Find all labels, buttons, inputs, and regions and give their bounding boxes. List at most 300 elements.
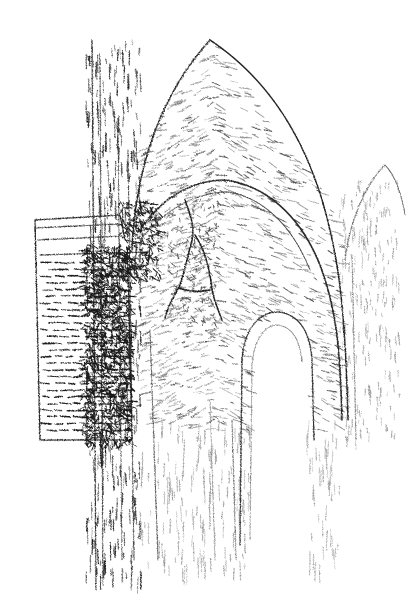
distant-stroke — [351, 292, 352, 302]
figure-shade-stroke — [215, 323, 217, 327]
masonry-stroke — [265, 127, 270, 130]
lower-wall-stroke — [245, 534, 246, 553]
shaft-stroke — [140, 74, 141, 92]
lower-wall-stroke — [178, 530, 179, 540]
masonry-stroke — [276, 309, 282, 310]
lower-wall-stroke — [334, 484, 335, 495]
springing-shade-stroke — [136, 217, 138, 219]
masonry-stroke — [212, 238, 215, 240]
masonry-stroke — [260, 195, 264, 196]
masonry-stroke — [262, 121, 268, 122]
distant-stroke — [369, 292, 370, 295]
masonry-stroke — [207, 372, 213, 373]
masonry-stroke — [256, 258, 263, 259]
dark-pier-stroke — [128, 379, 135, 380]
figure-shade-stroke — [176, 271, 177, 277]
distant-stroke — [363, 346, 364, 354]
shaft-stroke — [134, 150, 135, 161]
masonry-stroke — [216, 186, 220, 187]
masonry-stroke — [238, 178, 244, 180]
dark-pier-stroke — [124, 312, 127, 313]
masonry-stroke — [240, 88, 252, 90]
masonry-stroke — [152, 168, 159, 169]
shaft-stroke — [114, 109, 115, 121]
masonry-stroke — [168, 349, 171, 351]
masonry-stroke — [191, 350, 199, 351]
springing-shade-stroke — [155, 275, 156, 278]
shaft-stroke — [98, 550, 99, 564]
figure-shade-stroke — [196, 229, 201, 230]
distant-stroke — [380, 325, 381, 330]
masonry-stroke — [172, 373, 179, 375]
brick-stroke — [111, 363, 121, 364]
masonry-stroke — [228, 147, 234, 152]
masonry-stroke — [148, 312, 152, 313]
distant-stroke — [369, 338, 370, 344]
masonry-stroke — [259, 297, 262, 298]
dark-pier-stroke — [85, 349, 87, 353]
shaft-stroke — [98, 107, 99, 121]
distant-stroke — [348, 388, 349, 396]
figure-shade-stroke — [185, 245, 186, 247]
masonry-stroke — [204, 118, 212, 121]
masonry-stroke — [210, 333, 214, 334]
dark-pier-stroke — [88, 405, 91, 406]
masonry-stroke — [202, 226, 206, 227]
masonry-stroke — [256, 124, 259, 126]
figure-shade-stroke — [217, 201, 221, 206]
masonry-stroke — [160, 292, 164, 294]
figure-shade-stroke — [214, 263, 220, 264]
shaft-stroke — [137, 577, 138, 594]
masonry-stroke — [178, 418, 183, 419]
springing-shade-stroke — [143, 206, 148, 208]
lower-wall-stroke — [219, 485, 220, 502]
dark-pier-stroke — [116, 379, 118, 381]
dark-pier-stroke — [83, 285, 85, 286]
masonry-stroke — [168, 399, 176, 403]
distant-stroke — [399, 335, 400, 345]
masonry-stroke — [231, 146, 236, 149]
dark-pier-stroke — [79, 382, 84, 383]
springing-shade-stroke — [147, 238, 150, 240]
masonry-stroke — [151, 325, 156, 328]
masonry-stroke — [197, 254, 205, 260]
lower-wall-stroke — [244, 439, 245, 444]
masonry-stroke — [236, 300, 243, 303]
masonry-stroke — [228, 229, 238, 231]
masonry-stroke — [181, 229, 188, 232]
masonry-stroke — [297, 303, 304, 306]
masonry-stroke — [165, 143, 170, 145]
shaft-stroke — [124, 476, 125, 488]
masonry-stroke — [236, 92, 240, 94]
masonry-stroke — [168, 163, 172, 166]
masonry-stroke — [217, 273, 221, 275]
window-reveal — [250, 325, 302, 540]
masonry-stroke — [226, 74, 231, 76]
dark-pier-stroke — [89, 349, 90, 354]
brick-stroke — [49, 350, 57, 351]
brick-stroke — [125, 403, 131, 404]
masonry-stroke — [268, 182, 271, 184]
masonry-stroke — [194, 260, 205, 264]
masonry-stroke — [323, 418, 330, 422]
masonry-stroke — [229, 162, 239, 168]
masonry-stroke — [218, 122, 224, 125]
masonry-stroke — [305, 271, 314, 274]
masonry-stroke — [320, 301, 324, 304]
masonry-stroke — [224, 90, 231, 95]
distant-stroke — [387, 428, 388, 431]
shaft-stroke — [90, 88, 91, 94]
brick-stroke — [54, 396, 62, 397]
dark-pier-stroke — [100, 404, 101, 406]
brick-stroke — [56, 276, 64, 277]
masonry-stroke — [270, 147, 276, 149]
masonry-stroke — [165, 393, 174, 399]
distant-stroke — [356, 440, 357, 450]
masonry-stroke — [167, 107, 171, 110]
shaft-stroke — [125, 364, 126, 372]
distant-stroke — [371, 219, 372, 227]
masonry-stroke — [144, 306, 152, 308]
brick-stroke — [41, 423, 52, 424]
brick-stroke — [113, 283, 120, 284]
masonry-stroke — [225, 142, 231, 145]
masonry-stroke — [264, 224, 270, 226]
masonry-stroke — [228, 380, 240, 381]
dark-pier-stroke — [127, 387, 128, 391]
masonry-stroke — [293, 262, 301, 267]
masonry-stroke — [205, 253, 210, 254]
masonry-stroke — [312, 429, 317, 430]
masonry-stroke — [172, 338, 176, 341]
distant-stroke — [366, 324, 367, 333]
figure-shade-stroke — [201, 286, 202, 289]
masonry-stroke — [239, 219, 249, 220]
springing-shade-stroke — [159, 213, 162, 217]
dark-pier-stroke — [92, 379, 96, 380]
shaft-stroke — [96, 62, 97, 77]
masonry-stroke — [335, 424, 345, 430]
brick-stroke — [66, 289, 76, 290]
distant-stroke — [383, 292, 384, 298]
masonry-stroke — [215, 358, 223, 360]
masonry-stroke — [225, 313, 236, 316]
masonry-stroke — [235, 128, 242, 129]
masonry-stroke — [142, 317, 153, 320]
masonry-stroke — [193, 162, 201, 167]
distant-stroke — [381, 314, 382, 317]
shaft-stroke — [109, 69, 110, 79]
distant-stroke — [384, 303, 385, 307]
masonry-stroke — [215, 378, 220, 380]
lower-wall-stroke — [231, 467, 232, 475]
brick-stroke — [40, 383, 49, 384]
dark-pier-stroke — [94, 296, 100, 297]
masonry-stroke — [184, 365, 190, 366]
lower-wall-stroke — [202, 522, 203, 541]
masonry-stroke — [298, 269, 309, 270]
masonry-stroke — [318, 236, 326, 241]
masonry-stroke — [253, 165, 261, 170]
masonry-stroke — [198, 408, 206, 414]
distant-stroke — [394, 434, 395, 439]
dark-pier-stroke — [116, 426, 117, 428]
dark-pier-stroke — [107, 340, 113, 341]
masonry-stroke — [304, 218, 315, 222]
distant-stroke — [375, 247, 376, 256]
shaft-stroke — [91, 181, 92, 186]
masonry-stroke — [330, 210, 334, 212]
masonry-stroke — [195, 334, 202, 335]
brick-stroke — [41, 409, 52, 410]
lower-wall-stroke — [213, 445, 214, 455]
masonry-stroke — [329, 215, 332, 216]
distant-stroke — [348, 434, 349, 440]
shaft-stroke — [97, 90, 98, 97]
lower-wall-stroke — [211, 452, 212, 468]
masonry-stroke — [188, 131, 193, 132]
masonry-stroke — [266, 290, 270, 291]
masonry-stroke — [208, 150, 215, 155]
masonry-stroke — [236, 172, 243, 177]
shaft-stroke — [117, 83, 118, 96]
center-pier-line-2 — [210, 400, 215, 560]
masonry-stroke — [299, 314, 303, 317]
masonry-stroke — [219, 277, 231, 278]
masonry-stroke — [173, 407, 183, 411]
brick-stroke — [47, 283, 58, 284]
shaft-stroke — [131, 555, 132, 563]
masonry-stroke — [325, 264, 333, 267]
figure-shade-stroke — [178, 207, 183, 209]
masonry-stroke — [163, 258, 169, 260]
figure-shade-stroke — [173, 286, 178, 287]
springing-shade-stroke — [126, 242, 128, 243]
distant-stroke — [379, 396, 380, 400]
shaft-stroke — [140, 281, 141, 287]
distant-stroke — [385, 209, 386, 216]
shaft-stroke — [112, 433, 113, 450]
masonry-stroke — [254, 147, 262, 149]
springing-shade-stroke — [149, 235, 155, 236]
shaft-stroke — [99, 196, 100, 204]
dark-pier-stroke — [87, 262, 88, 265]
masonry-stroke — [208, 97, 219, 99]
masonry-stroke — [145, 337, 153, 339]
masonry-stroke — [188, 387, 193, 388]
masonry-stroke — [159, 363, 163, 364]
dark-pier-stroke — [124, 347, 127, 348]
springing-shade-stroke — [153, 269, 157, 273]
masonry-stroke — [182, 342, 185, 344]
masonry-stroke — [177, 170, 184, 172]
distant-stroke — [346, 397, 347, 400]
figure-shade-stroke — [176, 308, 181, 310]
lower-wall-stroke — [148, 562, 149, 569]
dark-pier-stroke — [125, 395, 126, 399]
dark-pier-stroke — [107, 309, 109, 310]
lower-wall-stroke — [319, 467, 320, 487]
masonry-stroke — [158, 130, 167, 131]
brick-stroke — [55, 410, 62, 411]
masonry-stroke — [222, 138, 225, 139]
masonry-stroke — [137, 298, 143, 299]
masonry-stroke — [228, 268, 239, 269]
figure-shade-stroke — [183, 256, 186, 258]
masonry-stroke — [216, 430, 225, 431]
masonry-stroke — [208, 400, 214, 401]
masonry-stroke — [218, 112, 226, 113]
masonry-stroke — [181, 90, 192, 94]
masonry-stroke — [294, 284, 297, 285]
masonry-stroke — [187, 344, 194, 346]
lower-wall-stroke — [169, 483, 170, 503]
lower-wall-stroke — [326, 505, 327, 520]
masonry-stroke — [306, 227, 313, 230]
masonry-stroke — [231, 402, 234, 403]
dark-pier-stroke — [129, 300, 133, 302]
right-distant-shaft — [352, 255, 356, 440]
masonry-stroke — [294, 165, 300, 166]
masonry-stroke — [212, 116, 217, 117]
masonry-stroke — [321, 227, 326, 230]
dark-pier-stroke — [126, 410, 132, 411]
masonry-stroke — [148, 189, 154, 192]
dark-pier-stroke — [111, 341, 113, 346]
dark-pier-stroke — [85, 345, 86, 347]
dark-pier-stroke — [116, 266, 118, 269]
masonry-stroke — [268, 219, 274, 221]
masonry-stroke — [206, 428, 216, 429]
masonry-stroke — [208, 216, 218, 221]
masonry-stroke — [325, 275, 336, 277]
distant-stroke — [339, 210, 340, 218]
lower-wall-stroke — [183, 458, 184, 478]
dark-pier-stroke — [118, 301, 123, 302]
masonry-stroke — [329, 365, 338, 370]
brick-stroke — [119, 316, 128, 317]
shaft-stroke — [116, 201, 117, 219]
masonry-stroke — [239, 322, 245, 324]
shaft-stroke — [120, 47, 121, 59]
lower-wall-stroke — [183, 568, 184, 581]
masonry-stroke — [283, 288, 292, 294]
shaft-stroke — [112, 102, 113, 116]
distant-stroke — [395, 336, 396, 344]
springing-shade-stroke — [132, 206, 133, 209]
masonry-stroke — [210, 55, 219, 56]
masonry-stroke — [325, 293, 328, 295]
masonry-stroke — [146, 422, 157, 424]
masonry-stroke — [176, 237, 183, 240]
dark-pier-stroke — [82, 325, 85, 328]
dark-pier-stroke — [89, 260, 90, 262]
masonry-stroke — [307, 255, 311, 256]
brick-stroke — [41, 329, 47, 330]
springing-shade-stroke — [152, 260, 154, 263]
shaft-stroke — [92, 540, 93, 555]
figure-shade-stroke — [215, 271, 220, 273]
brick-stroke — [73, 349, 82, 350]
masonry-stroke — [303, 182, 306, 183]
distant-stroke — [364, 306, 365, 314]
shaft-stroke — [87, 527, 88, 544]
shaft-stroke — [140, 307, 141, 317]
masonry-stroke — [324, 303, 335, 306]
masonry-stroke — [229, 289, 234, 291]
brick-stroke — [127, 323, 133, 324]
masonry-stroke — [232, 316, 239, 318]
distant-stroke — [377, 397, 378, 406]
dark-pier-stroke — [85, 287, 86, 291]
masonry-stroke — [196, 386, 202, 390]
brick-stroke — [48, 376, 59, 377]
masonry-stroke — [317, 338, 323, 339]
figure-shade-stroke — [217, 257, 220, 259]
distant-stroke — [370, 227, 371, 237]
dark-pier-stroke — [85, 273, 90, 274]
distant-stroke — [383, 280, 384, 286]
dark-pier-stroke — [111, 373, 119, 374]
masonry-stroke — [198, 283, 202, 284]
masonry-stroke — [217, 370, 220, 371]
masonry-stroke — [195, 116, 199, 118]
masonry-stroke — [295, 166, 301, 170]
masonry-stroke — [192, 203, 199, 204]
masonry-stroke — [201, 355, 209, 357]
shaft-stroke — [139, 48, 140, 56]
masonry-stroke — [243, 283, 247, 284]
masonry-stroke — [194, 343, 202, 348]
masonry-stroke — [146, 360, 153, 362]
brick-stroke — [74, 430, 84, 431]
masonry-stroke — [174, 91, 182, 95]
masonry-stroke — [271, 273, 276, 274]
lower-wall-stroke — [239, 478, 240, 488]
shaft-stroke — [118, 539, 119, 550]
dark-pier-stroke — [126, 306, 128, 309]
dark-pier-stroke — [88, 315, 90, 317]
masonry-stroke — [162, 383, 166, 385]
masonry-stroke — [254, 298, 260, 299]
brick-stroke — [68, 396, 79, 398]
masonry-stroke — [223, 421, 226, 423]
springing-shade-stroke — [133, 277, 140, 278]
masonry-stroke — [183, 105, 191, 109]
masonry-stroke — [289, 291, 298, 294]
masonry-stroke — [218, 277, 226, 283]
dark-pier-stroke — [130, 401, 138, 402]
lower-wall-stroke — [316, 448, 317, 460]
masonry-stroke — [146, 171, 154, 173]
dark-pier-stroke — [125, 443, 127, 446]
lower-wall-stroke — [334, 551, 335, 569]
masonry-stroke — [220, 310, 227, 313]
lower-wall-stroke — [226, 441, 227, 448]
springing-shade-stroke — [136, 271, 137, 277]
masonry-stroke — [221, 383, 224, 385]
dark-pier-stroke — [104, 341, 105, 346]
figure-shade-stroke — [217, 235, 219, 236]
masonry-stroke — [243, 356, 252, 357]
masonry-stroke — [263, 269, 270, 270]
masonry-stroke — [318, 429, 328, 431]
lower-wall-stroke — [203, 520, 204, 532]
masonry-stroke — [177, 324, 180, 326]
